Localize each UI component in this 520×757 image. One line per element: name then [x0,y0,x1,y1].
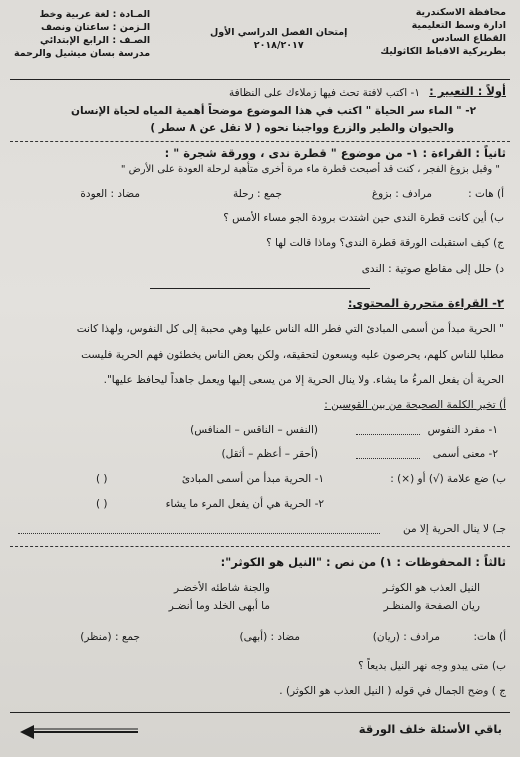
section-divider-2 [150,288,370,289]
reading-q-a-plural: جمع : رحلة [232,188,282,200]
header-sector: القطاع السادس [431,33,506,44]
verse-2-left: ما أبهى الخلد وما أنضـر [168,600,270,612]
reading-quote: " وقبل بزوغ الفجر ، كنت قد أصبحت قطرة ماء مرة أخرى متأهبة لرحلة العودة على الأرض " [120,164,500,175]
section-divider-1 [10,141,510,142]
footer-note: باقي الأسئلة خلف الورقة [358,722,502,736]
grade-line: الصـف : الرابع الإبتدائي [39,35,151,46]
memorization-q-a-synonym: مرادف : (ريان) [372,631,440,643]
verse-1-left: والجنة شاطئه الأخضـر [174,582,270,594]
reading-q-a-label: أ) هات : [468,188,504,200]
unseen-q-b-1: ١- الحرية مبدأ من أسمى المبادئ [181,473,324,485]
memorization-q-c: ج ) وضح الجمال في قوله ( النيل العذب هو الكوثر) . [279,685,506,697]
answer-paren-b2[interactable]: ( ) [96,498,108,510]
expression-item-2-line-1: ٢- " الماء سر الحياة " اكتب في هذا الموضوع موضحاً أهمية المياه لحياة الإنسان [70,105,476,117]
memorization-q-a-plural: جمع : (منظر) [80,631,140,643]
reading-q-a-antonym: مضاد : العودة [80,188,140,200]
answer-dots-c [18,533,380,534]
unseen-paragraph-line-3: الحرية أن يفعل المرءُ ما يشاء. ولا ينال الحرية إلا من يسعى إليها ويعمل جاهداً ليحافظ عليها". [103,374,504,386]
answer-paren-b1[interactable]: ( ) [96,473,108,485]
section-reading-title: ثانياً : القراءة : ١- من موضوع " قطرة ندى ، وورقة شجرة " : [164,146,506,160]
header-right [380,6,506,58]
section-divider-3 [10,546,510,547]
expression-item-2-line-2: والحيوان والطير والزرع وواجبنا نحوه ( لا تقل عن ٨ سطر ) [150,122,454,134]
section-unseen-reading-title: ٢- القراءة متحررة المحتوى: [347,296,504,310]
arrow-left-icon [20,724,140,740]
school-line: مدرسة بسان ميشيل والرحمة [14,48,151,59]
unseen-q-b-2: ٢- الحرية هي أن يفعل المرء ما يشاء [165,498,324,510]
footer-divider [10,712,510,713]
header-governorate: محافظة الاسكندرية [415,7,506,18]
section-expression-title: أولاً : التعبير : [429,84,506,98]
unseen-q-c: جـ) لا ينال الحرية إلا من [402,523,506,535]
time-line: الـزمن : ساعتان ونصف [40,22,151,33]
header-patriarchate: بطريركية الاقباط الكاثوليك [380,46,506,57]
unseen-paragraph-line-2: مطلبا للناس كلهم، يحرصون عليه ويسعون لتحقيقه، ولكن بعض الناس يخطئون فهم الحرية فليست [81,349,504,361]
unseen-q-a-1: ١- مفرد النفوس [427,424,498,436]
verse-2-right: ريان الصفحة والمنظـر [383,600,480,612]
unseen-q-b-title: ب) ضع علامة (√) أو (×) : [390,473,506,485]
answer-dots-a1 [356,434,420,435]
reading-q-d: د) حلل إلى مقاطع صوتية : الندى [361,263,504,275]
unseen-q-a-title: أ) تخير الكلمة الصحيحة من بين القوسين : [324,399,506,411]
section-memorization-title: ثالثاً : المحفوظات : ١) من نص : "النيل هو الكوثر": [220,555,506,569]
exam-title: إمتحان الفصل الدراسي الأول [210,27,348,38]
header-administration: ادارة وسط التعليمية [411,20,506,31]
reading-q-a-synonym: مرادف : بزوغ [371,188,432,200]
unseen-q-a-2: ٢- معنى أسمى [432,448,498,460]
expression-item-1: ١- اكتب لافتة تحث فيها زملاءك على النظافة [228,87,420,99]
reading-q-c: ج) كيف استقبلت الورقة قطرة الندى؟ وماذا قالت لها ؟ [266,237,504,249]
unseen-q-a-2-options: (أحقر – أعظم – أثقل) [221,448,318,460]
memorization-q-a-antonym: مضاد : (أبهى) [239,631,300,643]
subject-line: المـادة : لغة عربية وخط [39,9,151,20]
reading-q-b: ب) أين كانت قطرة الندى حين اشتدت برودة الجو مساء الأمس ؟ [223,212,504,224]
unseen-paragraph-line-1: " الحرية مبدأ من أسمى المبادئ التي فطر الله الناس عليها وهي محببة إلى كل النفوس، ولهذا كانت [76,323,504,335]
exam-year: ٢٠١٨/٢٠١٧ [253,40,304,51]
verse-1-right: النيل العذب هو الكوثـر [382,582,480,594]
header-center [210,26,347,52]
memorization-q-b: ب) متى يبدو وجه نهر النيل بديعاً ؟ [358,660,506,672]
header-divider [10,79,510,80]
header-left [14,8,150,60]
memorization-q-a-label: أ) هات: [473,631,506,643]
answer-dots-a2 [356,458,420,459]
unseen-q-a-1-options: (النفس – الناقس – المنافس) [190,424,318,436]
